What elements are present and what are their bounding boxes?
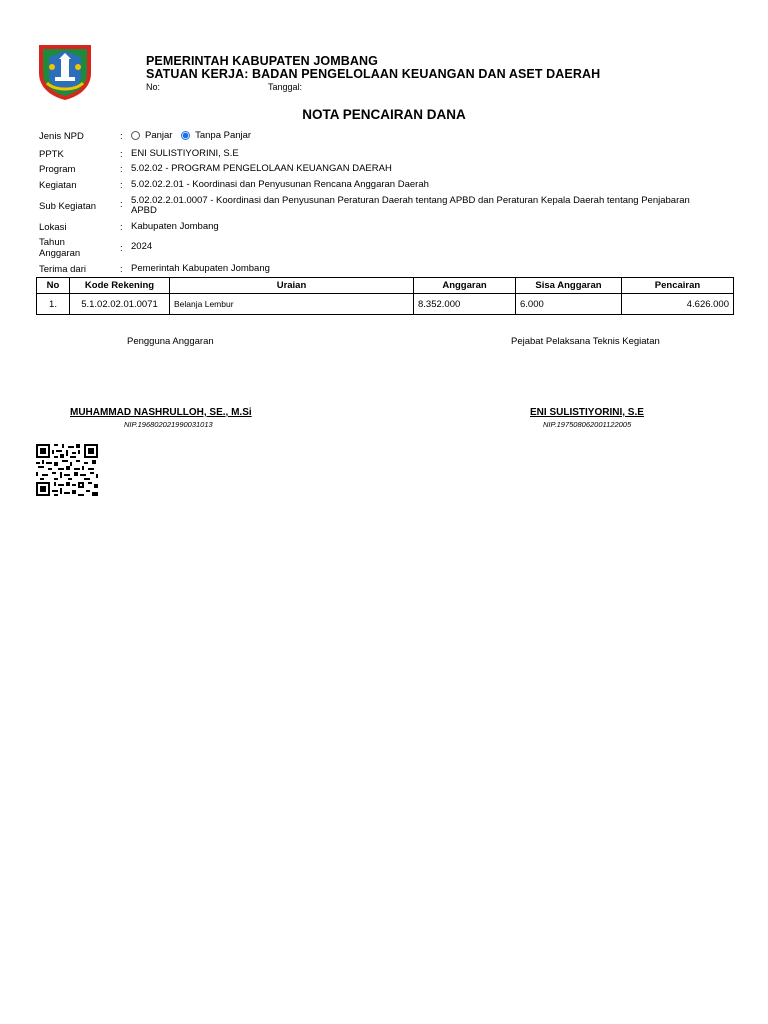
col-header-sisa-anggaran: Sisa Anggaran <box>516 278 622 294</box>
sub-kegiatan-label: Sub Kegiatan <box>39 201 97 212</box>
kabupaten-jombang-logo <box>37 43 93 101</box>
sub-kegiatan-value: 5.02.02.2.01.0007 - Koordinasi dan Penyusunan Peraturan Daerah tentang APBD dan Peraturan Kepala Daerah tentang Penjabaran APBD <box>131 195 690 216</box>
radio-unchecked-icon[interactable] <box>131 131 140 140</box>
qr-code-icon <box>36 444 98 496</box>
kegiatan-colon: : <box>120 180 123 191</box>
radio-panjar[interactable] <box>131 131 172 141</box>
jenis-npd-label: Jenis NPD <box>39 131 84 142</box>
signature-left-nip: NIP.196802021990031013 <box>124 420 213 429</box>
terima-dari-colon: : <box>120 264 123 275</box>
cell-kode-rekening: 5.1.02.02.01.0071 <box>70 294 170 315</box>
table-header-row <box>37 278 734 294</box>
program-value: 5.02.02 - PROGRAM PENGELOLAAN KEUANGAN DAERAH <box>131 163 392 174</box>
lokasi-colon: : <box>120 222 123 233</box>
pptk-label: PPTK <box>39 149 64 160</box>
tahun-anggaran-label-line1: Tahun <box>39 237 65 248</box>
sub-kegiatan-colon: : <box>120 199 123 210</box>
pptk-colon: : <box>120 149 123 160</box>
cell-no: 1. <box>37 294 70 315</box>
jenis-npd-colon: : <box>120 131 123 142</box>
radio-checked-icon[interactable] <box>181 131 190 140</box>
cell-anggaran: 8.352.000 <box>414 294 516 315</box>
signature-right-role: Pejabat Pelaksana Teknis Kegiatan <box>511 336 660 347</box>
program-colon: : <box>120 164 123 175</box>
header-number-label: No: <box>146 82 161 92</box>
terima-dari-label: Terima dari <box>39 264 86 275</box>
lokasi-label: Lokasi <box>39 222 67 233</box>
signature-left-role: Pengguna Anggaran <box>127 336 214 347</box>
header-date-label: Tanggal: <box>268 82 303 92</box>
signature-left-name: MUHAMMAD NASHRULLOH, SE., M.Si <box>70 407 252 418</box>
col-header-pencairan: Pencairan <box>622 278 734 294</box>
radio-tanpa-panjar-label: Tanpa Panjar <box>195 130 252 141</box>
lokasi-value: Kabupaten Jombang <box>131 221 219 232</box>
header-government-name: PEMERINTAH KABUPATEN JOMBANG <box>146 54 378 68</box>
radio-tanpa-panjar[interactable] <box>181 131 251 141</box>
header-work-unit: SATUAN KERJA: BADAN PENGELOLAAN KEUANGAN DAN ASET DAERAH <box>146 67 601 81</box>
program-label: Program <box>39 164 76 175</box>
kegiatan-value: 5.02.02.2.01 - Koordinasi dan Penyusunan Rencana Anggaran Daerah <box>131 179 429 190</box>
terima-dari-value: Pemerintah Kabupaten Jombang <box>131 263 270 274</box>
pptk-value: ENI SULISTIYORINI, S.E <box>131 148 239 159</box>
jenis-npd-options <box>131 131 711 141</box>
col-header-anggaran: Anggaran <box>414 278 516 294</box>
tahun-anggaran-label-line2: Anggaran <box>39 248 81 259</box>
cell-uraian: Belanja Lembur <box>170 294 414 315</box>
col-header-uraian: Uraian <box>170 278 414 294</box>
cell-pencairan: 4.626.000 <box>622 294 734 315</box>
col-header-no: No <box>37 278 70 294</box>
signature-right-name: ENI SULISTIYORINI, S.E <box>530 407 644 418</box>
kegiatan-label: Kegiatan <box>39 180 77 191</box>
tahun-anggaran-colon: : <box>120 243 123 254</box>
table-row <box>37 294 734 315</box>
document-title: NOTA PENCAIRAN DANA <box>302 107 466 122</box>
col-header-kode-rekening: Kode Rekening <box>70 278 170 294</box>
tahun-anggaran-value: 2024 <box>131 241 153 252</box>
cell-sisa-anggaran: 6.000 <box>516 294 622 315</box>
signature-right-nip: NIP.197508062001122005 <box>543 420 632 429</box>
disbursement-table <box>36 277 734 315</box>
radio-panjar-label: Panjar <box>145 130 173 141</box>
